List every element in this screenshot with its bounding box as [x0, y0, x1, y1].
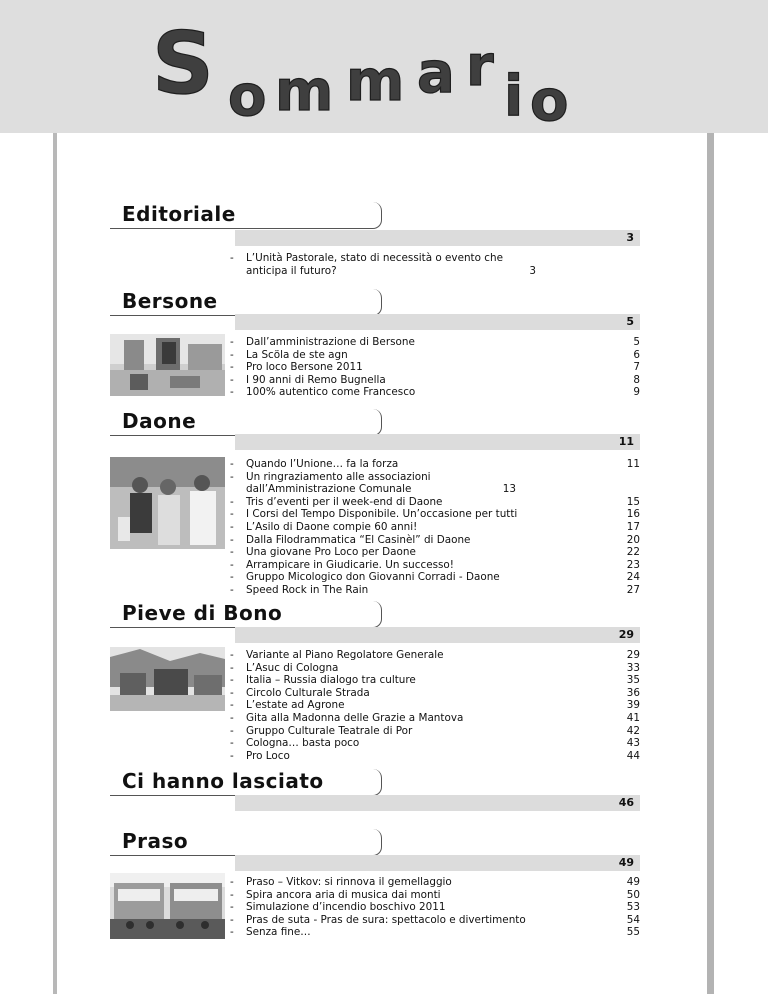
item-page: 15 [626, 495, 640, 508]
item-page: 49 [626, 876, 640, 888]
item-title: Senza fine… [246, 926, 311, 939]
list-item[interactable]: - Variante al Piano Regolatore Generale 29 [230, 649, 640, 661]
list-item[interactable]: - Pro Loco 44 [230, 749, 640, 762]
section-title: Daone [122, 409, 197, 433]
list-item[interactable]: - I Corsi del Tempo Disponibile. Un’occasione per tutti 16 [230, 508, 640, 521]
item-page: 43 [626, 737, 640, 750]
item-page: 29 [626, 649, 640, 661]
item-title: Cologna… basta poco [246, 737, 360, 750]
item-title: Gruppo Micologico don Giovanni Corradi - Daone [246, 571, 500, 584]
section-page-number: 11 [618, 435, 634, 448]
list-item[interactable]: - Tris d’eventi per il week-end di Daone 15 [230, 495, 640, 508]
item-title: Arrampicare in Giudicarie. Un successo! [246, 558, 454, 571]
item-page: 39 [626, 699, 640, 712]
section-title-box [110, 202, 382, 229]
list-item[interactable]: - Speed Rock in The Rain 27 [230, 583, 640, 596]
list-item[interactable]: - Un ringraziamento alle associazioni dall’Amministrazione Comunale 13 [230, 470, 516, 496]
pieve-di-bono-photo [110, 647, 225, 711]
section-title-box [110, 289, 382, 316]
item-title: Simulazione d’incendio boschivo 2011 [246, 901, 446, 914]
item-title: I 90 anni di Remo Bugnella [246, 373, 386, 386]
item-title: L’Asilo di Daone compie 60 anni! [246, 520, 418, 533]
right-margin-rule [707, 133, 714, 994]
section-title-box [110, 829, 382, 856]
item-list [230, 649, 640, 762]
section-page-number: 46 [618, 796, 634, 809]
list-item[interactable]: - Italia – Russia dialogo tra culture 35 [230, 674, 640, 687]
item-page: 33 [626, 661, 640, 674]
section-page-bar [235, 434, 640, 450]
list-item[interactable]: - Dalla Filodrammatica “El Casinèl” di Daone 20 [230, 533, 640, 546]
list-item[interactable]: - Una giovane Pro Loco per Daone 22 [230, 546, 640, 559]
list-item[interactable]: - 100% autentico come Francesco 9 [230, 386, 640, 399]
list-item[interactable]: - L’Asilo di Daone compie 60 anni! 17 [230, 520, 640, 533]
item-title: Tris d’eventi per il week-end di Daone [246, 495, 443, 508]
list-item[interactable]: - Arrampicare in Giudicarie. Un successo! 23 [230, 558, 640, 571]
title-letter: r [466, 34, 494, 99]
item-title: Speed Rock in The Rain [246, 583, 369, 596]
section-page-number: 5 [626, 315, 634, 328]
item-page: 50 [626, 888, 640, 901]
section-page-bar [235, 855, 640, 871]
item-page: 9 [633, 386, 640, 399]
item-page: 22 [626, 546, 640, 559]
list-item[interactable]: - Gruppo Micologico don Giovanni Corradi - Daone 24 [230, 571, 640, 584]
item-page: 42 [626, 724, 640, 737]
list-item[interactable]: - L’Unità Pastorale, stato di necessità o evento che anticipa il futuro? 3 [230, 252, 536, 277]
list-item[interactable]: - Simulazione d’incendio boschivo 2011 53 [230, 901, 640, 914]
title-letter: S [152, 14, 214, 114]
item-page: 16 [626, 508, 640, 521]
item-title: Gita alla Madonna delle Grazie a Mantova [246, 711, 464, 724]
item-title: Dalla Filodrammatica “El Casinèl” di Daone [246, 533, 471, 546]
item-title: L’estate ad Agrone [246, 699, 345, 712]
item-title: Praso – Vitkov: si rinnova il gemellaggio [246, 876, 452, 888]
list-item[interactable]: - Spira ancora aria di musica dai monti 50 [230, 888, 640, 901]
section-title: Praso [122, 829, 189, 853]
list-item[interactable]: - Senza fine… 55 [230, 926, 640, 939]
item-page: 27 [626, 583, 640, 596]
item-title: Pro Loco [246, 749, 290, 762]
item-title: Un ringraziamento alle associazioni dall’Amministrazione Comunale [246, 470, 431, 496]
item-title: Spira ancora aria di musica dai monti [246, 888, 441, 901]
list-item[interactable]: - L’Asuc di Cologna 33 [230, 661, 640, 674]
section-title: Pieve di Bono [122, 601, 283, 625]
item-page: 20 [626, 533, 640, 546]
title-letter: a [417, 41, 455, 106]
item-title: Italia – Russia dialogo tra culture [246, 674, 416, 687]
list-item[interactable]: - Gruppo Culturale Teatrale di Por 42 [230, 724, 640, 737]
item-page: 8 [633, 373, 640, 386]
list-item[interactable]: - Circolo Culturale Strada 36 [230, 686, 640, 699]
item-title: Pro loco Bersone 2011 [246, 361, 363, 374]
list-item[interactable]: - Gita alla Madonna delle Grazie a Mantova 41 [230, 711, 640, 724]
item-title: I Corsi del Tempo Disponibile. Un’occasione per tutti [246, 508, 518, 521]
title-letter: i [504, 64, 524, 129]
item-page: 53 [626, 901, 640, 914]
section-page-number: 3 [626, 231, 634, 244]
list-item[interactable]: - Pras de suta - Pras de sura: spettacolo e divertimento 54 [230, 913, 640, 926]
list-item[interactable]: - Quando l’Unione… fa la forza 11 [230, 458, 640, 470]
item-page: 23 [626, 558, 640, 571]
title-letter: m [275, 59, 334, 124]
item-title: Circolo Culturale Strada [246, 686, 370, 699]
item-page: 6 [633, 348, 640, 361]
list-item[interactable]: - Praso – Vitkov: si rinnova il gemellaggio 49 [230, 876, 640, 888]
item-page: 13 [502, 483, 516, 496]
item-page: 41 [626, 711, 640, 724]
list-item[interactable]: - Cologna… basta poco 43 [230, 737, 640, 750]
item-page: 54 [626, 913, 640, 926]
section-title-box [110, 601, 382, 628]
left-margin-rule [53, 133, 57, 994]
section-title: Editoriale [122, 202, 236, 226]
item-title: L’Asuc di Cologna [246, 661, 339, 674]
item-page: 36 [626, 686, 640, 699]
section-page-bar [235, 795, 640, 811]
bersone-photo [110, 334, 225, 396]
section-title-box [110, 409, 382, 436]
item-title: L’Unità Pastorale, stato di necessità o evento che anticipa il futuro? [246, 252, 503, 277]
item-page: 3 [529, 264, 536, 277]
section-title: Bersone [122, 289, 218, 313]
item-list [230, 458, 640, 597]
item-page: 44 [626, 749, 640, 762]
title-art [0, 0, 768, 133]
list-item[interactable]: - Pro loco Bersone 2011 7 [230, 361, 640, 374]
item-title: Variante al Piano Regolatore Generale [246, 649, 444, 661]
item-page: 17 [626, 520, 640, 533]
list-item[interactable]: - La Scöla de ste agn 6 [230, 348, 640, 361]
list-item[interactable]: - I 90 anni di Remo Bugnella 8 [230, 373, 640, 386]
item-page: 55 [626, 926, 640, 939]
item-page: 11 [626, 458, 640, 470]
item-page: 7 [633, 361, 640, 374]
item-title: Quando l’Unione… fa la forza [246, 458, 399, 470]
section-title: Ci hanno lasciato [122, 769, 324, 793]
item-list [230, 252, 640, 277]
daone-photo [110, 457, 225, 549]
item-page: 24 [626, 571, 640, 584]
title-letter: o [530, 69, 569, 133]
section-page-number: 29 [618, 628, 634, 641]
title-letter: m [346, 49, 405, 114]
list-item[interactable]: - L’estate ad Agrone 39 [230, 699, 640, 712]
item-title: Dall’amministrazione di Bersone [246, 336, 415, 348]
section-page-number: 49 [618, 856, 634, 869]
item-title: La Scöla de ste agn [246, 348, 348, 361]
list-item[interactable]: - Dall’amministrazione di Bersone 5 [230, 336, 640, 348]
section-page-bar [235, 314, 640, 330]
item-list [230, 876, 640, 939]
item-list [230, 336, 640, 399]
item-page: 5 [633, 336, 640, 348]
section-page-bar [235, 627, 640, 643]
section-title-box [110, 769, 382, 796]
item-title: 100% autentico come Francesco [246, 386, 416, 399]
item-page: 35 [626, 674, 640, 687]
item-title: Gruppo Culturale Teatrale di Por [246, 724, 413, 737]
praso-photo [110, 873, 225, 939]
title-letter: o [228, 64, 267, 129]
item-title: Una giovane Pro Loco per Daone [246, 546, 416, 559]
item-title: Pras de suta - Pras de sura: spettacolo e divertimento [246, 913, 526, 926]
section-page-bar [235, 230, 640, 246]
